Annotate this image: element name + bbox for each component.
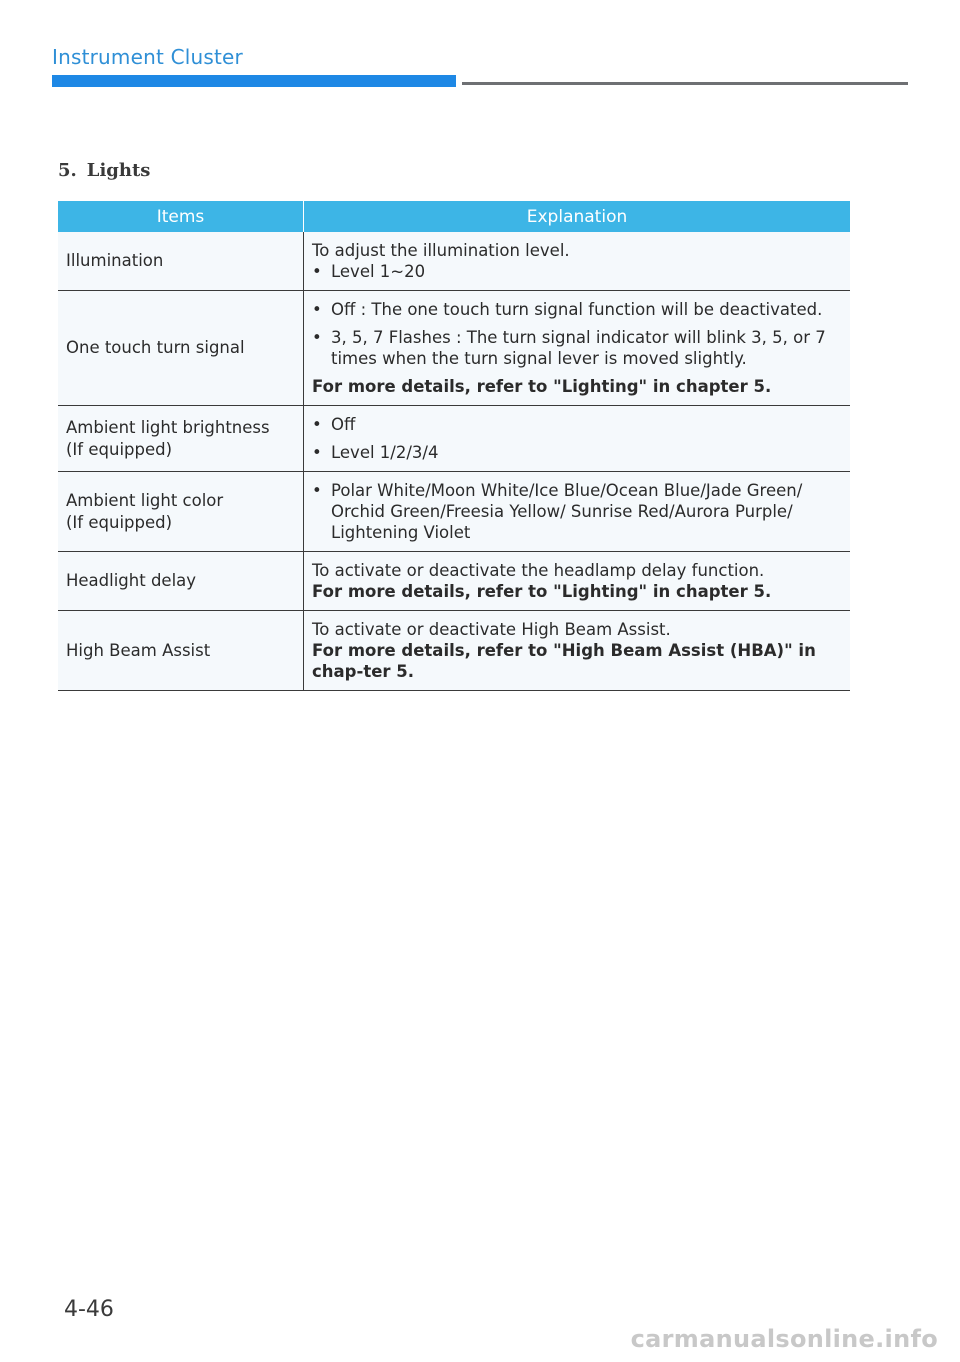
header-accent-bar	[52, 75, 456, 87]
table-row	[58, 232, 850, 291]
explanation-cell	[304, 552, 851, 611]
item-cell	[58, 291, 304, 406]
bullet-item: • Level 1~20	[312, 261, 840, 282]
item-label: One touch turn signal	[66, 338, 245, 357]
item-label: (If equipped)	[66, 512, 173, 532]
page-section-title: Instrument Cluster	[52, 45, 243, 69]
table-row	[58, 406, 850, 472]
explanation-text: To activate or deactivate the headlamp delay function.	[312, 561, 765, 580]
item-label: Illumination	[66, 251, 164, 270]
settings-table	[58, 201, 850, 691]
item-cell	[58, 406, 304, 472]
table-row	[58, 552, 850, 611]
subsection-heading	[58, 160, 150, 181]
explanation-text: To activate or deactivate High Beam Assist.	[312, 620, 671, 639]
item-label: Ambient light color	[66, 490, 224, 510]
item-label: (If equipped)	[66, 439, 173, 459]
item-cell	[58, 232, 304, 291]
explanation-cell	[304, 472, 851, 552]
item-label: Headlight delay	[66, 571, 197, 590]
reference-note: For more details, refer to "Lighting" in chapter 5.	[312, 582, 772, 601]
subsection-number: 5.	[58, 160, 77, 181]
bullet-item: • Level 1/2/3/4	[312, 442, 840, 463]
explanation-cell	[304, 406, 851, 472]
table-header-row	[58, 201, 850, 232]
item-label: High Beam Assist	[66, 640, 211, 660]
column-header-items: Items	[58, 201, 304, 232]
item-cell	[58, 611, 304, 691]
explanation-cell	[304, 232, 851, 291]
explanation-cell	[304, 611, 851, 691]
explanation-cell	[304, 291, 851, 406]
header-divider-line	[462, 82, 908, 85]
item-label: Ambient light brightness	[66, 417, 270, 437]
table-row	[58, 291, 850, 406]
bullet-item: • Polar White/Moon White/Ice Blue/Ocean Blue/Jade Green/ Orchid Green/Freesia Yellow/ Sunrise Red/Aurora Purple/ Lightening Violet	[312, 480, 840, 543]
item-cell	[58, 552, 304, 611]
page-number: 4-46	[64, 1297, 114, 1322]
subsection-title: Lights	[86, 160, 151, 181]
reference-note: For more details, refer to "High Beam Assist (HBA)" in chap-ter 5.	[312, 641, 816, 681]
bullet-item: • Off	[312, 414, 840, 435]
item-cell	[58, 472, 304, 552]
explanation-text: To adjust the illumination level.	[312, 241, 570, 260]
table-row	[58, 611, 850, 691]
table-body	[58, 232, 850, 691]
table-row	[58, 472, 850, 552]
watermark: carmanualsonline.info	[630, 1325, 938, 1353]
bullet-item: • 3, 5, 7 Flashes : The turn signal indicator will blink 3, 5, or 7 times when the turn signal lever is moved slightly.	[312, 327, 840, 369]
reference-note: For more details, refer to "Lighting" in chapter 5.	[312, 377, 772, 396]
column-header-explanation: Explanation	[304, 201, 851, 232]
bullet-item: • Off : The one touch turn signal function will be deactivated.	[312, 299, 840, 320]
